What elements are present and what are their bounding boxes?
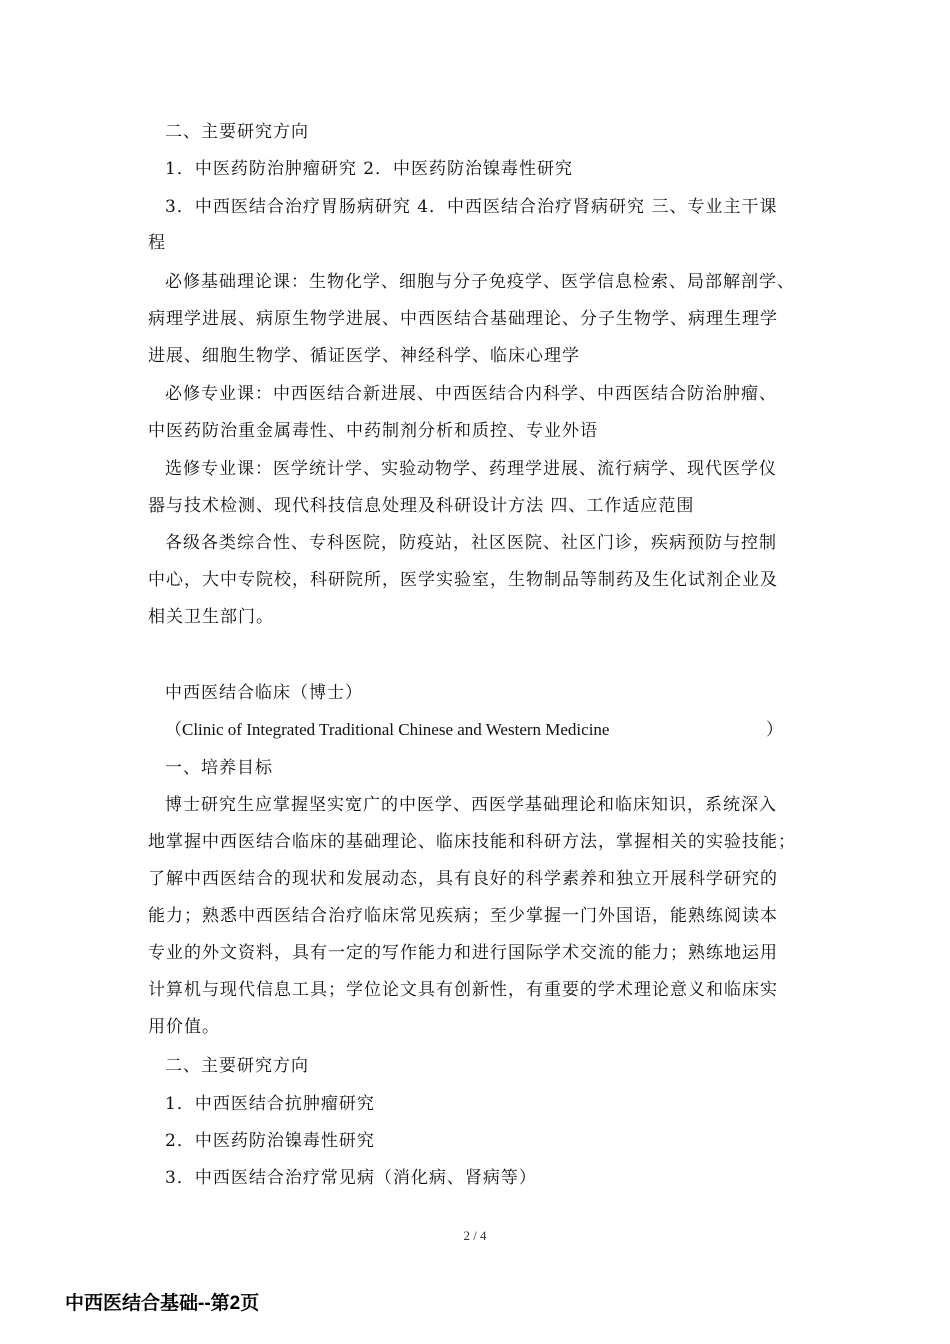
- goal-paragraph: 博士研究生应掌握坚实宽广的中医学、西医学基础理论和临床知识，系统深入: [165, 795, 777, 815]
- direction-item: 1．中西医结合抗肿瘤研究: [165, 1094, 375, 1114]
- required-basic-courses: 进展、细胞生物学、循证医学、神经科学、临床心理学: [148, 346, 580, 366]
- goal-paragraph: 计算机与现代信息工具；学位论文具有创新性，有重要的学术理论意义和临床实: [148, 980, 778, 1000]
- goal-paragraph: 地掌握中西医结合临床的基础理论、临床技能和科研方法，掌握相关的实验技能；: [148, 832, 796, 852]
- direction-line: 1．中医药防治肿瘤研究 2．中医药防治镍毒性研究: [165, 159, 574, 179]
- elective-courses: 器与技术检测、现代科技信息处理及科研设计方法 四、工作适应范围: [148, 496, 695, 516]
- program-english-title: （Clinic of Integrated Traditional Chinese and Western Medicine: [165, 720, 610, 739]
- work-scope: 中心，大中专院校，科研院所，医学实验室，生物制品等制药及生化试剂企业及: [148, 570, 778, 590]
- goal-paragraph: 了解中西医结合的现状和发展动态，具有良好的科学素养和独立开展科学研究的: [148, 869, 778, 889]
- goal-paragraph: 用价值。: [148, 1017, 220, 1037]
- direction-item: 3．中西医结合治疗常见病（消化病、肾病等）: [165, 1168, 537, 1188]
- program-english-title-close: ）: [766, 720, 783, 739]
- direction-item: 2．中医药防治镍毒性研究: [165, 1131, 375, 1151]
- elective-courses: 选修专业课：医学统计学、实验动物学、药理学进展、流行病学、现代医学仪: [165, 459, 777, 479]
- goal-paragraph: 专业的外文资料，具有一定的写作能力和进行国际学术交流的能力；熟练地运用: [148, 943, 778, 963]
- direction-line: 3．中西医结合治疗胃肠病研究 4．中西医结合治疗肾病研究 三、专业主干课: [165, 197, 778, 217]
- page-footer: 中西医结合基础--第2页: [65, 1293, 260, 1314]
- required-basic-courses: 病理学进展、病原生物学进展、中西医结合基础理论、分子生物学、病理生理学: [148, 309, 778, 329]
- direction-line: 程: [148, 233, 166, 253]
- heading-research-directions: 二、主要研究方向: [165, 122, 309, 142]
- required-major-courses: 必修专业课：中西医结合新进展、中西医结合内科学、中西医结合防治肿瘤、: [165, 384, 777, 404]
- heading-research-directions: 二、主要研究方向: [165, 1056, 309, 1076]
- work-scope: 各级各类综合性、专科医院，防疫站，社区医院、社区门诊，疾病预防与控制: [165, 533, 777, 553]
- required-major-courses: 中医药防治重金属毒性、中药制剂分析和质控、专业外语: [148, 421, 598, 441]
- goal-paragraph: 能力；熟悉中西医结合治疗临床常见疾病；至少掌握一门外国语，能熟练阅读本: [148, 906, 778, 926]
- program-title: 中西医结合临床（博士）: [165, 683, 363, 703]
- page-number: 2 / 4: [463, 1228, 487, 1243]
- heading-training-goals: 一、培养目标: [165, 758, 273, 778]
- required-basic-courses: 必修基础理论课：生物化学、细胞与分子免疫学、医学信息检索、局部解剖学、: [165, 272, 795, 292]
- work-scope: 相关卫生部门。: [148, 607, 274, 627]
